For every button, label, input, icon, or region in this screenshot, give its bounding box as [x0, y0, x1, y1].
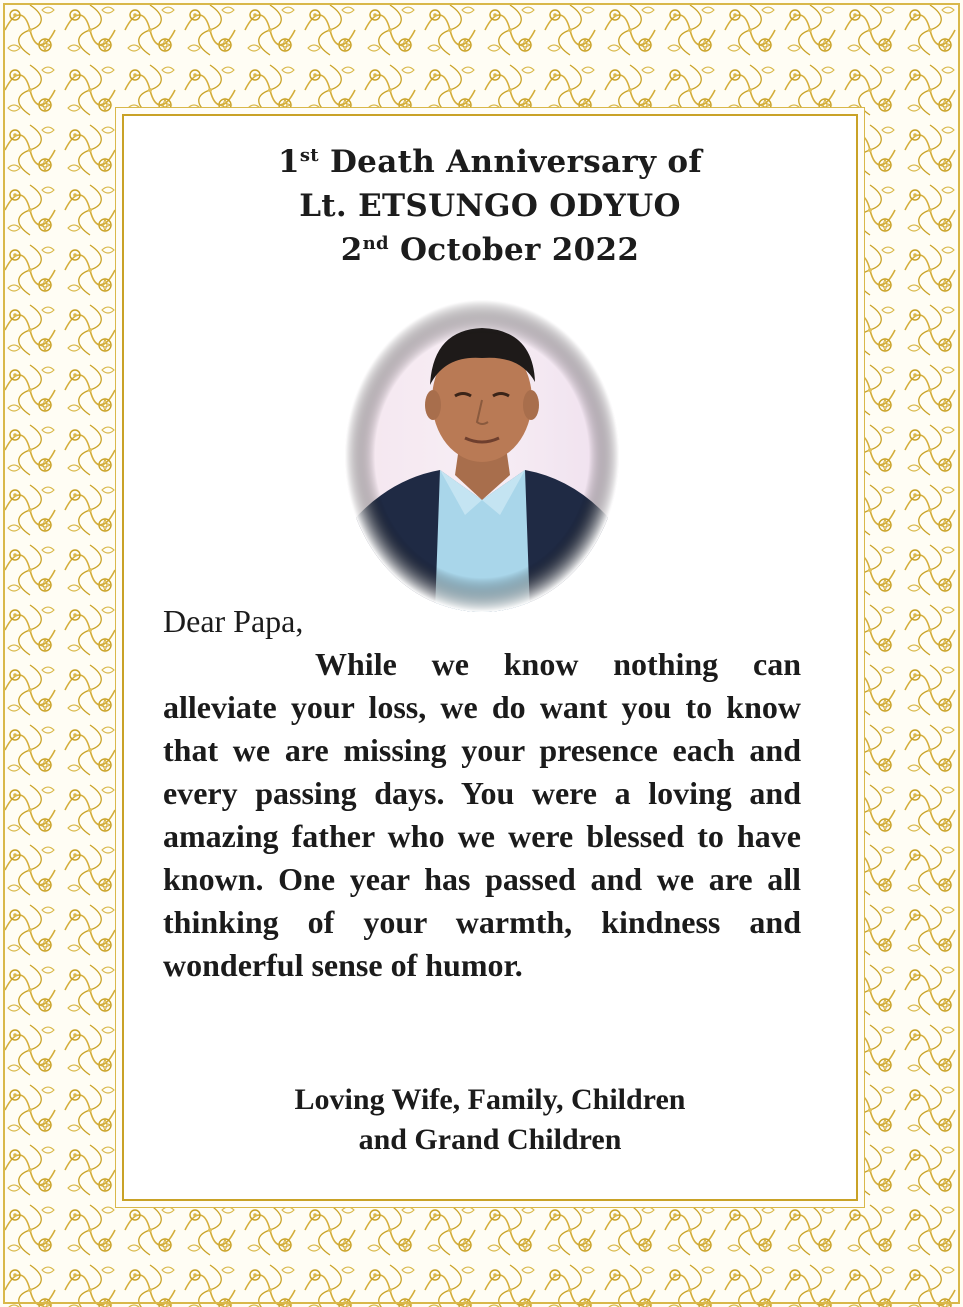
- letter-signoff: [122, 1080, 858, 1160]
- letter-salutation: Dear Papa,: [163, 603, 304, 639]
- anniversary-date: 2nd October 2022: [340, 232, 640, 268]
- memorial-letter: [163, 600, 801, 987]
- deceased-name: Lt. ETSUNGO ODYUO: [299, 188, 681, 224]
- signoff-line-1: Loving Wife, Family, Children: [294, 1083, 686, 1116]
- signoff-line-2: and Grand Children: [358, 1123, 622, 1156]
- anniversary-title: 1st Death Anniversary of: [277, 144, 703, 180]
- anniversary-heading: [122, 140, 858, 272]
- letter-body: While we know nothing can alleviate your loss, we do want you to know that we are missing your presence each and every passing days. You were a loving and amazing father who we were blessed to have known. One year has passed and we are all thinking of your warmth, kindness and wonderful sense of humor.: [163, 646, 801, 983]
- man-portrait-icon: [345, 300, 619, 612]
